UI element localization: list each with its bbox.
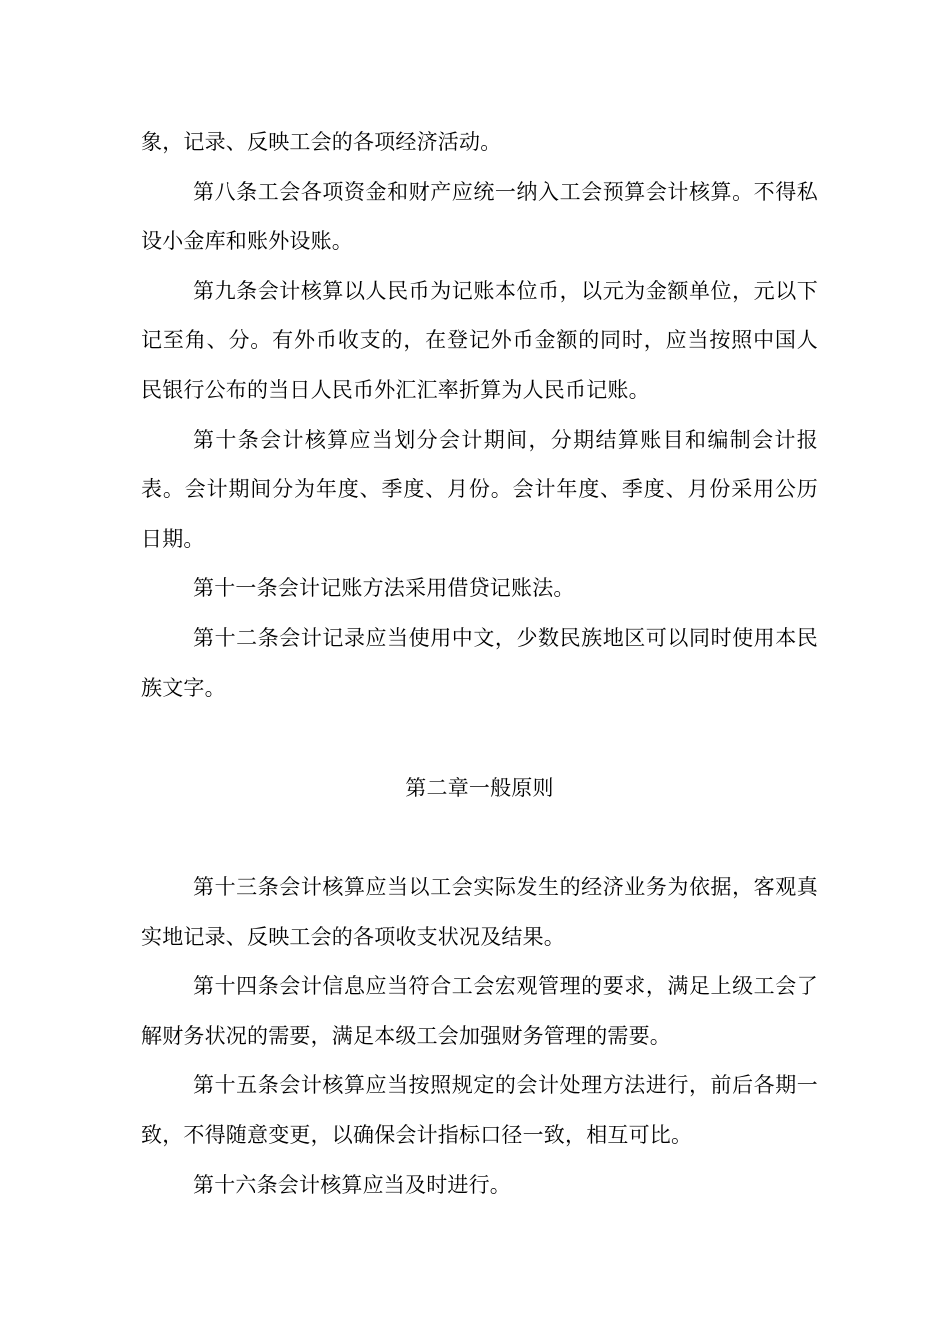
- paragraph-article-8: 第八条工会各项资金和财产应统一纳入工会预算会计核算。不得私设小金库和账外设账。: [141, 179, 818, 254]
- paragraph-article-12: 第十二条会计记录应当使用中文，少数民族地区可以同时使用本民族文字。: [141, 625, 818, 700]
- text-block-upper: [141, 118, 818, 713]
- paragraph-article-13: 第十三条会计核算应当以工会实际发生的经济业务为依据，客观真实地记录、反映工会的各项收支状况及结果。: [141, 875, 818, 949]
- paragraph-article-10: 第十条会计核算应当划分会计期间，分期结算账目和编制会计报表。会计期间分为年度、季度、月份。会计年度、季度、月份采用公历日期。: [141, 427, 818, 551]
- paragraph-article-15: 第十五条会计核算应当按照规定的会计处理方法进行，前后各期一致，不得随意变更，以确保会计指标口径一致，相互可比。: [141, 1073, 818, 1147]
- chapter-heading: 第二章一般原则: [405, 776, 554, 800]
- text-block-lower: [141, 863, 818, 1210]
- paragraph-continuation: 象，记录、反映工会的各项经济活动。: [141, 130, 502, 154]
- paragraph-article-9: 第九条会计核算以人民币为记账本位币，以元为金额单位，元以下记至角、分。有外币收支的，在登记外币金额的同时，应当按照中国人民银行公布的当日人民币外汇汇率折算为人民币记账。: [141, 278, 818, 402]
- paragraph-article-11: 第十一条会计记账方法采用借贷记账法。: [193, 576, 575, 601]
- paragraph-article-14: 第十四条会计信息应当符合工会宏观管理的要求，满足上级工会了解财务状况的需要，满足本级工会加强财务管理的需要。: [141, 974, 818, 1048]
- paragraph-article-16: 第十六条会计核算应当及时进行。: [193, 1172, 511, 1197]
